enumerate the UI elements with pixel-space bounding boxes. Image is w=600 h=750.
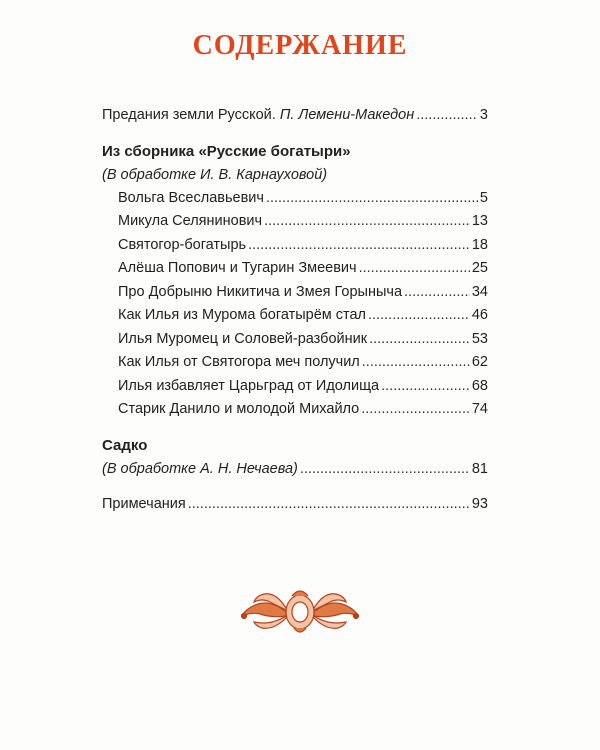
leader-dots <box>369 330 470 349</box>
leader-dots <box>300 460 470 479</box>
toc-entry-label: Илья Муромец и Соловей-разбойник <box>118 330 368 347</box>
toc-entry-label: Предания земли Русской. <box>102 107 276 123</box>
toc-entry-page: 53 <box>471 330 488 347</box>
toc-entry[interactable] <box>102 236 488 260</box>
page-title: СОДЕРЖАНИЕ <box>192 30 408 61</box>
table-of-contents <box>102 106 488 519</box>
toc-entry-label: Как Илья из Мурома богатырём стал <box>118 307 367 323</box>
leader-dots <box>266 189 478 208</box>
section-heading: Из сборника «Русские богатыри» <box>102 142 351 160</box>
toc-entry-label: Как Илья от Святогора меч получил <box>118 354 360 370</box>
toc-entry-page: 25 <box>471 260 488 276</box>
toc-entry[interactable] <box>102 189 488 213</box>
toc-entry-label: Микула Селянинович <box>118 213 263 229</box>
toc-entry-label: Примечания <box>102 496 186 512</box>
toc-entry-page: 46 <box>471 307 488 323</box>
toc-entry-page: 18 <box>471 236 488 253</box>
toc-entry-page: 13 <box>471 213 488 229</box>
toc-entry-page: 68 <box>471 377 488 394</box>
toc-entry[interactable] <box>102 400 488 424</box>
toc-entry-label: Старик Данило и молодой Михайло <box>118 401 360 417</box>
toc-entry-label: (В обработке А. Н. Нечаева) <box>102 460 298 477</box>
leader-dots <box>362 353 470 372</box>
leader-dots <box>404 283 470 302</box>
toc-entry-author: П. Лемени-Македон <box>279 107 415 123</box>
toc-entry-label: Святогор-богатырь <box>118 236 247 253</box>
leader-dots <box>416 106 478 125</box>
toc-entry-label: Про Добрыню Никитича и Змея Горыныча <box>118 283 403 300</box>
toc-entry-page: 62 <box>471 354 488 370</box>
ornament-icon <box>232 582 368 638</box>
toc-entry[interactable] <box>102 330 488 354</box>
toc-entry-notes[interactable] <box>102 495 488 519</box>
leader-dots <box>264 212 470 231</box>
toc-entry[interactable] <box>102 283 488 307</box>
toc-entry-page: 74 <box>471 401 488 417</box>
toc-entry[interactable] <box>102 259 488 283</box>
toc-entry[interactable] <box>102 353 488 377</box>
toc-entry-page: 93 <box>471 496 488 512</box>
spacer <box>102 130 488 142</box>
leader-dots <box>248 236 470 255</box>
leader-dots <box>381 377 470 396</box>
spacer <box>102 424 488 436</box>
toc-entry-page: 3 <box>479 107 488 123</box>
toc-entry-label: Илья избавляет Царьград от Идолища <box>118 377 380 394</box>
toc-entry-sadko[interactable] <box>102 460 488 484</box>
toc-entry-page: 34 <box>471 283 488 300</box>
leader-dots <box>188 495 470 514</box>
section-subtitle: (В обработке И. В. Карнауховой) <box>102 166 328 183</box>
toc-entry[interactable] <box>102 212 488 236</box>
toc-entry[interactable] <box>102 377 488 401</box>
leader-dots <box>359 259 470 278</box>
leader-dots <box>361 400 470 419</box>
leader-dots <box>368 306 470 325</box>
section-heading: Садко <box>102 436 148 454</box>
toc-entry-label: Алёша Попович и Тугарин Змеевич <box>118 260 357 276</box>
toc-entry-label: Вольга Всеславьевич <box>118 189 264 206</box>
toc-entry-page: 5 <box>479 189 488 206</box>
toc-entry-page: 81 <box>471 460 488 477</box>
spacer <box>102 483 488 495</box>
toc-entry-intro[interactable] <box>102 106 488 130</box>
toc-entry[interactable] <box>102 306 488 330</box>
